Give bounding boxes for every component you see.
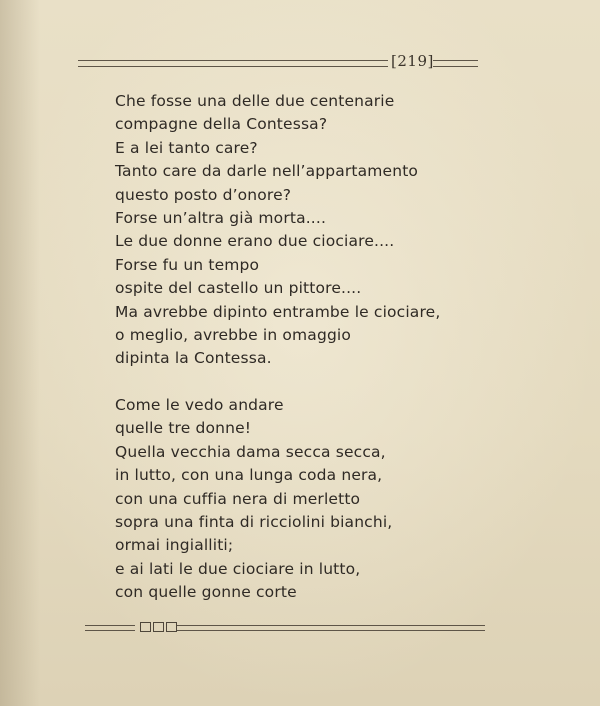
stanza-2 (115, 394, 475, 605)
ornament-box (153, 622, 164, 632)
stanza-1 (115, 90, 475, 371)
poem-line: Forse fu un tempo (115, 255, 260, 274)
header-rule-left-line (78, 60, 388, 67)
footer-ornament-boxes (140, 622, 177, 632)
poem-line: questo posto d’onore? (115, 185, 292, 204)
poem-line: Quella vecchia dama secca secca, (115, 442, 386, 461)
poem-line: dipinta la Contessa. (115, 349, 272, 368)
ornament-box (140, 622, 151, 632)
poem-line: e ai lati le due ciociare in lutto, (115, 559, 361, 578)
ornament-box (166, 622, 177, 632)
poem-line: con una cuffia nera di merletto (115, 489, 361, 508)
poem-line: E a lei tanto care? (115, 138, 258, 157)
poem-line: Le due donne erano due ciociare.... (115, 232, 395, 251)
poem-line: con quelle gonne corte (115, 583, 297, 602)
poem-line: Forse un’altra già morta.... (115, 208, 327, 227)
poem-line: o meglio, avrebbe in omaggio (115, 325, 352, 344)
poem-line: Ma avrebbe dipinto entrambe le ciociare, (115, 302, 441, 321)
poem-text (115, 90, 475, 605)
poem-line: quelle tre donne! (115, 419, 252, 438)
stanza-gap (115, 371, 475, 394)
poem-line: ospite del castello un pittore.... (115, 279, 362, 298)
footer-ornament-rule (85, 622, 485, 636)
footer-rule-left-line (85, 625, 135, 631)
poem-line: compagne della Contessa? (115, 115, 328, 134)
poem-line: sopra una finta di ricciolini bianchi, (115, 513, 393, 532)
footer-rule-right-line (177, 625, 485, 631)
header-rule (78, 52, 478, 72)
page-number: [219] (391, 52, 434, 70)
header-rule-right-line (433, 60, 478, 67)
poem-line: ormai ingialliti; (115, 536, 234, 555)
poem-line: Tanto care da darle nell’appartamento (115, 162, 419, 181)
poem-line: Come le vedo andare (115, 396, 284, 415)
poem-line: in lutto, con una lunga coda nera, (115, 466, 383, 485)
poem-line: Che fosse una delle due centenarie (115, 92, 395, 110)
